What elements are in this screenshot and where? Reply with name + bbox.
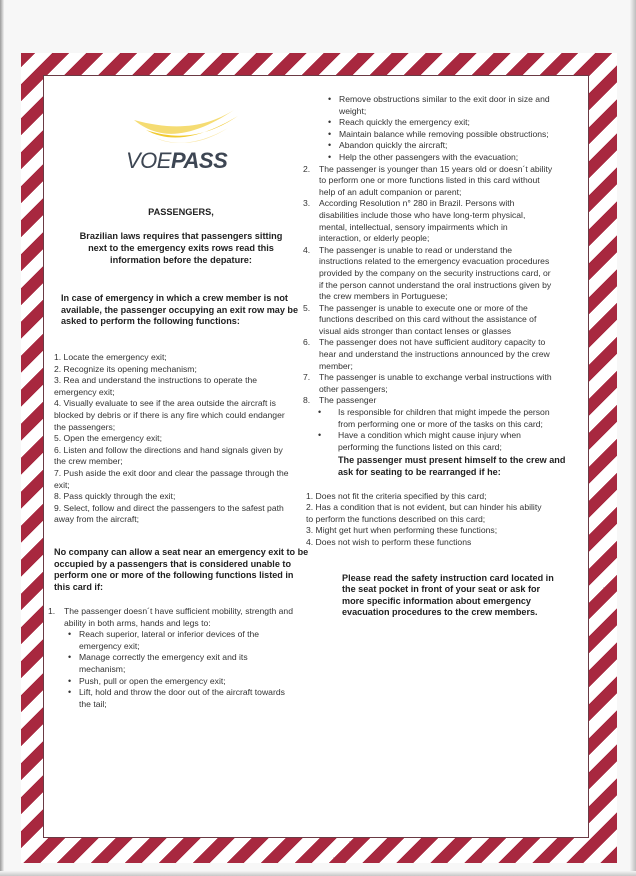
condition-1 — [48, 606, 310, 710]
function-line: 8. Pass quickly through the exit; — [54, 491, 176, 502]
condition-line: disabilities include those who have long-term physical, — [319, 209, 526, 220]
closing-line: more specific information about emergency — [342, 595, 531, 606]
condition-line: provided by the company on the security instructions card, or — [319, 267, 551, 278]
statement-line: this card if: — [54, 581, 104, 592]
condition-number: 2. — [303, 163, 311, 174]
bullet-line: performing the functions listed on this card; — [338, 441, 502, 452]
heading-line: available, the passenger occupying an exit row may be — [61, 304, 299, 315]
condition-number: 3. — [303, 198, 311, 209]
function-line: 3. Rea and understand the instructions to operate the — [54, 375, 258, 386]
statement-line: perform one or more of the following functions listed in — [54, 570, 294, 581]
bullet-line: • Push, pull or open the emergency exit; — [79, 675, 226, 686]
condition-item — [303, 395, 584, 407]
bullet-item — [326, 94, 584, 117]
note-line: The passenger must present himself to the crew and — [338, 455, 566, 466]
closing-note — [342, 573, 582, 619]
bullet-line: the tail; — [79, 698, 107, 709]
condition-number: 1. — [48, 606, 56, 616]
bullet-line: • Maintain balance while removing possible obstructions; — [339, 128, 549, 139]
condition-line: member; — [319, 360, 353, 371]
condition-line: The passenger — [319, 395, 377, 406]
condition-item — [303, 372, 584, 395]
condition-item — [48, 606, 310, 629]
bullet-line: • Abandon quickly the aircraft; — [339, 140, 448, 151]
bullet-line: • Reach quickly the emergency exit; — [339, 117, 470, 128]
function-line: 6. Listen and follow the directions and hand signals given by — [54, 444, 283, 455]
condition-line: interaction, or elderly people; — [319, 233, 430, 244]
condition-line: visual aids stronger than contact lenses or glasses — [319, 325, 512, 336]
bullet-line: mechanism; — [79, 663, 126, 674]
condition-line: instructions related to the emergency evacuation procedures — [319, 256, 550, 267]
function-line: the passengers; — [54, 421, 116, 432]
svg-text:VOEPASS: VOEPASS — [126, 148, 228, 173]
bullet-line: • Is responsible for children that might impede the person — [338, 407, 550, 418]
rearrange-line: 3. Might get hurt when performing these functions; — [306, 525, 498, 536]
function-line: 2. Recognize its opening mechanism; — [54, 363, 197, 374]
conditions-list — [303, 94, 584, 619]
no-company-statement — [54, 547, 312, 593]
intro-line: information before the depature: — [110, 255, 252, 265]
condition-item — [303, 303, 584, 338]
function-line: the crew member; — [54, 456, 123, 467]
condition-1-bullets-cont — [326, 94, 584, 164]
condition-line: help of an adult companion or parent; — [319, 186, 462, 197]
condition-8-bullets — [316, 407, 584, 479]
condition-line: mental, intellectual, sensory impairments which in — [319, 221, 508, 232]
bullet-item — [326, 117, 584, 129]
condition-line: functions described on this card without the assistance of — [319, 314, 537, 325]
function-line: 4. Visually evaluate to see if the area outside the aircraft is — [54, 398, 276, 409]
safety-card — [43, 75, 589, 838]
heading-line: asked to perform the following functions: — [61, 316, 240, 327]
condition-item — [303, 198, 584, 244]
functions-list — [54, 352, 310, 526]
intro-line: Brazilian laws requires that passengers sitting — [79, 231, 283, 241]
closing-line: Please read the safety instruction card located in — [342, 572, 554, 583]
condition-line: if the person cannot understand the oral instructions given by — [319, 279, 552, 290]
bullet-line: • Manage correctly the emergency exit and its — [79, 652, 248, 663]
condition-number: 5. — [303, 302, 311, 313]
note-line: ask for seating to be rearranged if he: — [338, 467, 501, 477]
condition-line: the crew members in Portuguese; — [319, 291, 448, 302]
bullet-item — [316, 407, 584, 430]
rearrange-line: 1. Does not fit the criteria specified by this card; — [306, 490, 487, 501]
rearrange-list — [306, 491, 584, 549]
voepass-logo — [116, 98, 246, 178]
condition-line: According Resolution n° 280 in Brazil. Persons with — [319, 198, 515, 209]
bullet-line: emergency exit; — [79, 640, 140, 651]
closing-line: evacuation procedures to the crew members. — [342, 607, 538, 618]
condition-item — [303, 245, 584, 303]
scan-shadow-left — [0, 0, 4, 876]
condition-line: The passenger is unable to execute one or more of the — [319, 302, 528, 313]
bullet-line: • Reach superior, lateral or inferior devices of the — [79, 629, 260, 640]
bullet-item — [66, 687, 310, 710]
condition-line: other passengers; — [319, 383, 388, 394]
bullet-item — [66, 652, 310, 675]
must-present-note — [316, 455, 584, 478]
intro-line: next to the emergency exits rows read this — [88, 243, 274, 253]
heading-line: In case of emergency in which a crew member is not — [61, 293, 288, 303]
condition-line: hear and understand the instructions announced by the crew — [319, 349, 550, 360]
statement-line: occupied by a passengers that is considered unable to — [54, 558, 292, 569]
rearrange-line: 2. Has a condition that is not evident, but can hinder his ability — [306, 502, 542, 513]
function-line: blocked by debris or if there is any fire which could endanger — [54, 409, 285, 420]
scan-shadow-right — [630, 0, 636, 876]
bullet-line: • Have a condition which might cause injury when — [338, 430, 521, 441]
function-line: emergency exit; — [54, 386, 115, 397]
condition-item — [303, 337, 584, 372]
condition-number: 4. — [303, 244, 311, 255]
condition-1-bullets — [66, 629, 310, 710]
passengers-title: PASSENGERS, — [148, 207, 214, 217]
bullet-line: • Remove obstructions similar to the exit door in size and — [339, 94, 550, 104]
statement-line: No company can allow a seat near an emergency exit to be — [54, 547, 309, 557]
bullet-item — [326, 140, 584, 152]
condition-number: 6. — [303, 337, 311, 348]
function-line: 7. Push aside the exit door and clear the passage through the — [54, 467, 289, 478]
bullet-item — [66, 629, 310, 652]
function-line: exit; — [54, 479, 70, 490]
condition-line: The passenger does not have sufficient auditory capacity to — [319, 337, 546, 348]
condition-line: The passenger is unable to read or understand the — [319, 244, 513, 255]
scan-shadow-bottom — [0, 871, 636, 876]
emergency-heading — [61, 293, 311, 328]
closing-line: the seat pocket in front of your seat or ask for — [342, 584, 541, 595]
intro-text — [54, 230, 311, 266]
bullet-item — [66, 676, 310, 688]
bullet-item — [326, 152, 584, 164]
bullet-line: from performing one or more of the tasks on this card; — [338, 418, 543, 429]
rearrange-line: 4. Does not wish to perform these functions — [306, 536, 472, 547]
function-line: 9. Select, follow and direct the passengers to the safest path — [54, 502, 284, 513]
wing-logo-icon — [116, 98, 246, 178]
condition-item — [303, 164, 584, 199]
condition-line: The passenger is unable to exchange verbal instructions with — [319, 372, 552, 383]
condition-number: 8. — [303, 395, 311, 406]
rearrange-line: to perform the functions described on this card; — [306, 513, 486, 524]
bullet-line: • Lift, hold and throw the door out of the aircraft towards — [79, 687, 285, 698]
condition-line: to perform one or more functions listed in this card without — [319, 175, 540, 186]
condition-number: 7. — [303, 372, 311, 383]
bullet-line: weight; — [339, 105, 367, 116]
function-line: 1. Locate the emergency exit; — [54, 352, 167, 362]
bullet-item — [316, 430, 584, 453]
function-line: 5. Open the emergency exit; — [54, 433, 162, 444]
bullet-item — [326, 129, 584, 141]
condition-line: The passenger is younger than 15 years old or doesn´t ability — [319, 163, 553, 174]
bullet-line: • Help the other passengers with the evacuation; — [339, 151, 519, 162]
condition-line: The passenger doesn´t have sufficient mobility, strength and — [64, 606, 293, 616]
condition-line: ability in both arms, hands and legs to: — [64, 617, 211, 628]
function-line: away from the aircraft; — [54, 514, 140, 525]
